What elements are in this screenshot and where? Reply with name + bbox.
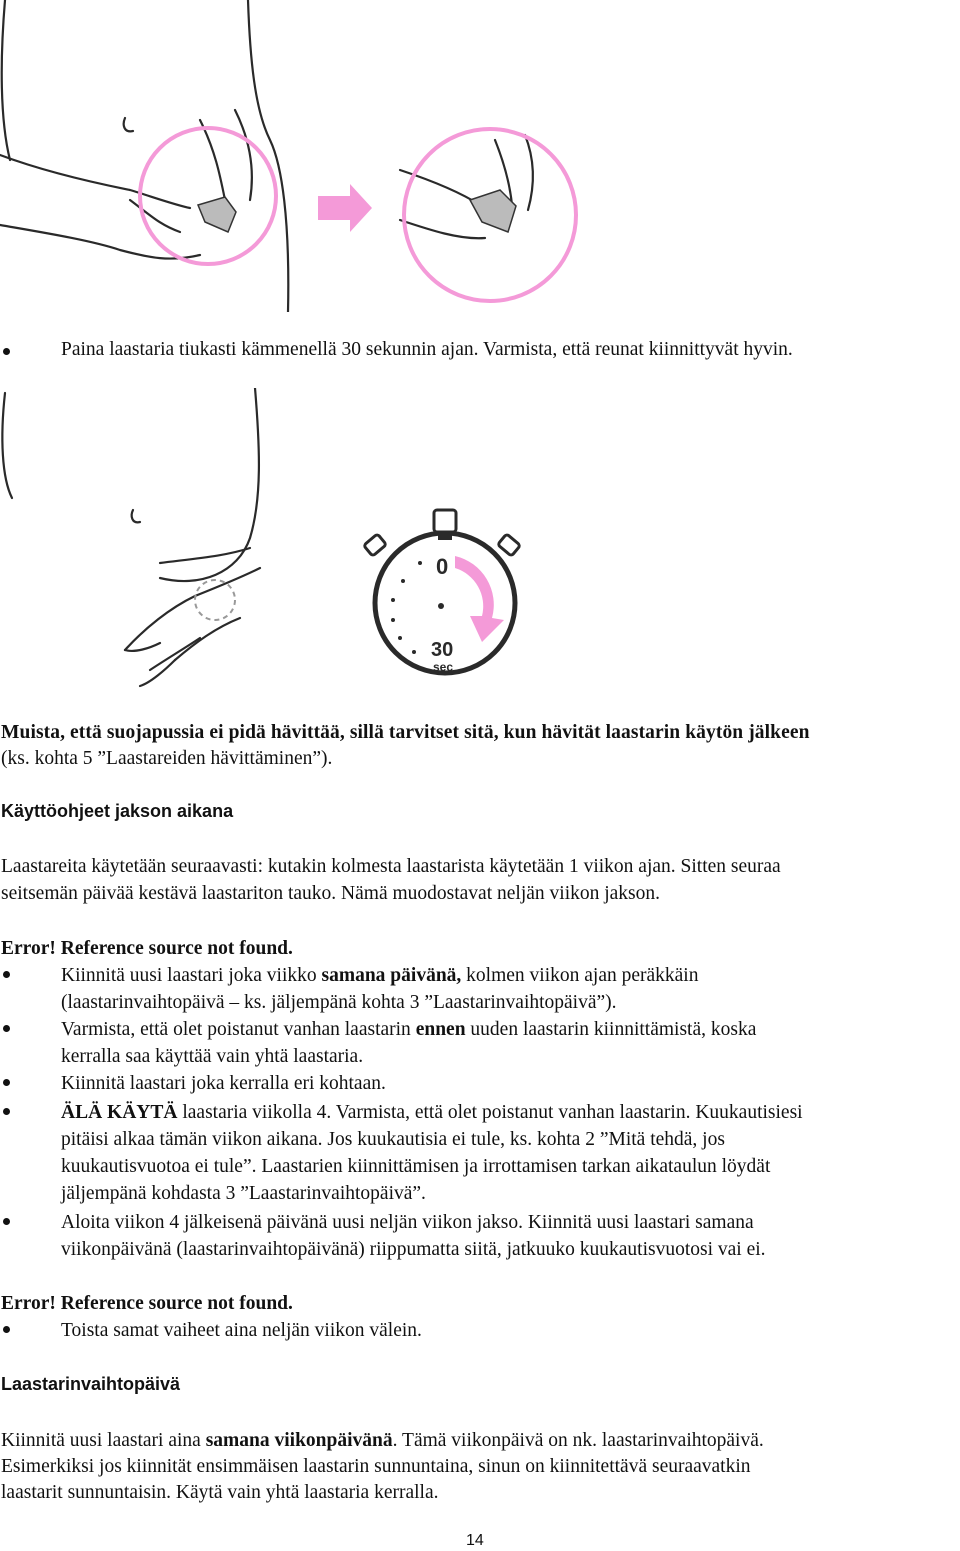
stopwatch-seconds-label: 30 [431,639,454,661]
bullet-new-cycle: Aloita viikon 4 jälkeisenä päivänä uusi neljän viikon jakso. Kiinnitä uusi laastari samana [61,1212,754,1233]
bullet-dot [3,1079,10,1086]
bullet-week-4 [61,1099,803,1126]
bullet-week-4-line-2: pitäisi alkaa tämän viikon aikana. Jos kuukautisia ei tule, ks. kohta 2 ”Mitä tehdä, jos [61,1129,725,1150]
bullet-week-4-line-3: kuukautisvuotoa ei tule”. Laastarien kiinnittämisen ja irrottamisen tarkan aikataulun löydät [61,1156,771,1177]
bullet-text-bold: ÄLÄ KÄYTÄ [61,1102,178,1123]
section-heading-cycle: Käyttöohjeet jakson aikana [1,801,234,821]
bullet-week-4-line-4: jäljempänä kohdasta 3 ”Laastarinvaihtopäivä”. [61,1183,426,1204]
bullet-new-cycle-line-2: viikonpäivänä (laastarinvaihtopäivänä) riippumatta siitä, jatkuuko kuukautisvuotosi vai ei. [61,1239,766,1260]
reminder-bold-line: Muista, että suojapussia ei pidä hävittää, sillä tarvitset sitä, kun hävität laastarin käytön jälkeen [1,722,810,743]
bullet-dot [3,1326,10,1333]
bullet-dot [3,971,10,978]
reminder-line-2: (ks. kohta 5 ”Laastareiden hävittäminen”). [1,748,333,769]
bullet-text: uuden laastarin kiinnittämistä, koska [465,1019,757,1040]
bullet-weekly-same-day-line-2: (laastarinvaihtopäivä – ks. jäljempänä kohta 3 ”Laastarinvaihtopäivä”). [61,992,617,1013]
paragraph-text: Kiinnitä uusi laastari aina [1,1430,206,1451]
press-patch-illustration [0,0,600,312]
bullet-remove-old [61,1016,756,1043]
section-heading-change-day: Laastarinvaihtopäivä [1,1374,181,1394]
stopwatch-unit-label: sec [433,660,454,674]
bullet-text-bold: samana päivänä, [321,965,462,986]
bullet-text: laastaria viikolla 4. Varmista, että olet poistanut vanhan laastarin. Kuukautisiesi [177,1102,803,1123]
cycle-paragraph-line-1: Laastareita käytetään seuraavasti: kutakin kolmesta laastarista käytetään 1 viikon ajan. Sitten seuraa [1,856,781,877]
error-reference-2: Error! Reference source not found. [1,1293,293,1314]
bullet-remove-old-line-2: kerralla saa käyttää vain yhtä laastaria. [61,1046,364,1067]
stopwatch-zero-label: 0 [436,554,449,579]
bullet-dot [3,1218,10,1225]
hold-30-seconds-illustration [0,388,540,688]
page-number: 14 [466,1532,484,1549]
cycle-paragraph-line-2: seitsemän päivää kestävä laastariton tauko. Nämä muodostavat neljän viikon jakson. [1,883,661,904]
paragraph-text-bold: samana viikonpäivänä [205,1430,393,1451]
paragraph-text: . Tämä viikonpäivä on nk. laastarinvaihtopäivä. [392,1430,764,1451]
bullet-repeat-steps: Toista samat vaiheet aina neljän viikon välein. [61,1320,422,1341]
instruction-press-patch: Paina laastaria tiukasti kämmenellä 30 sekunnin ajan. Varmista, että reunat kiinnittyvät hyvin. [61,339,793,360]
bullet-dot [3,1108,10,1115]
bullet-weekly-same-day [61,962,698,989]
bullet-text-bold: ennen [415,1019,466,1040]
error-reference-1: Error! Reference source not found. [1,938,293,959]
change-day-line-3: laastarit sunnuntaisin. Käytä vain yhtä laastaria kerralla. [1,1482,439,1503]
bullet-dot [3,1025,10,1032]
bullet-text: Kiinnitä uusi laastari joka viikko [61,965,322,986]
bullet-text: Varmista, että olet poistanut vanhan laastarin [61,1019,416,1040]
change-day-line-2: Esimerkiksi jos kiinnität ensimmäisen laastarin sunnuntaina, sinun on kiinnitettävä seuraavatkin [1,1456,751,1477]
bullet-text: kolmen viikon ajan peräkkäin [461,965,699,986]
bullet-different-spot: Kiinnitä laastari joka kerralla eri kohtaan. [61,1073,386,1094]
bullet-dot [3,348,10,355]
change-day-line-1 [1,1427,764,1454]
